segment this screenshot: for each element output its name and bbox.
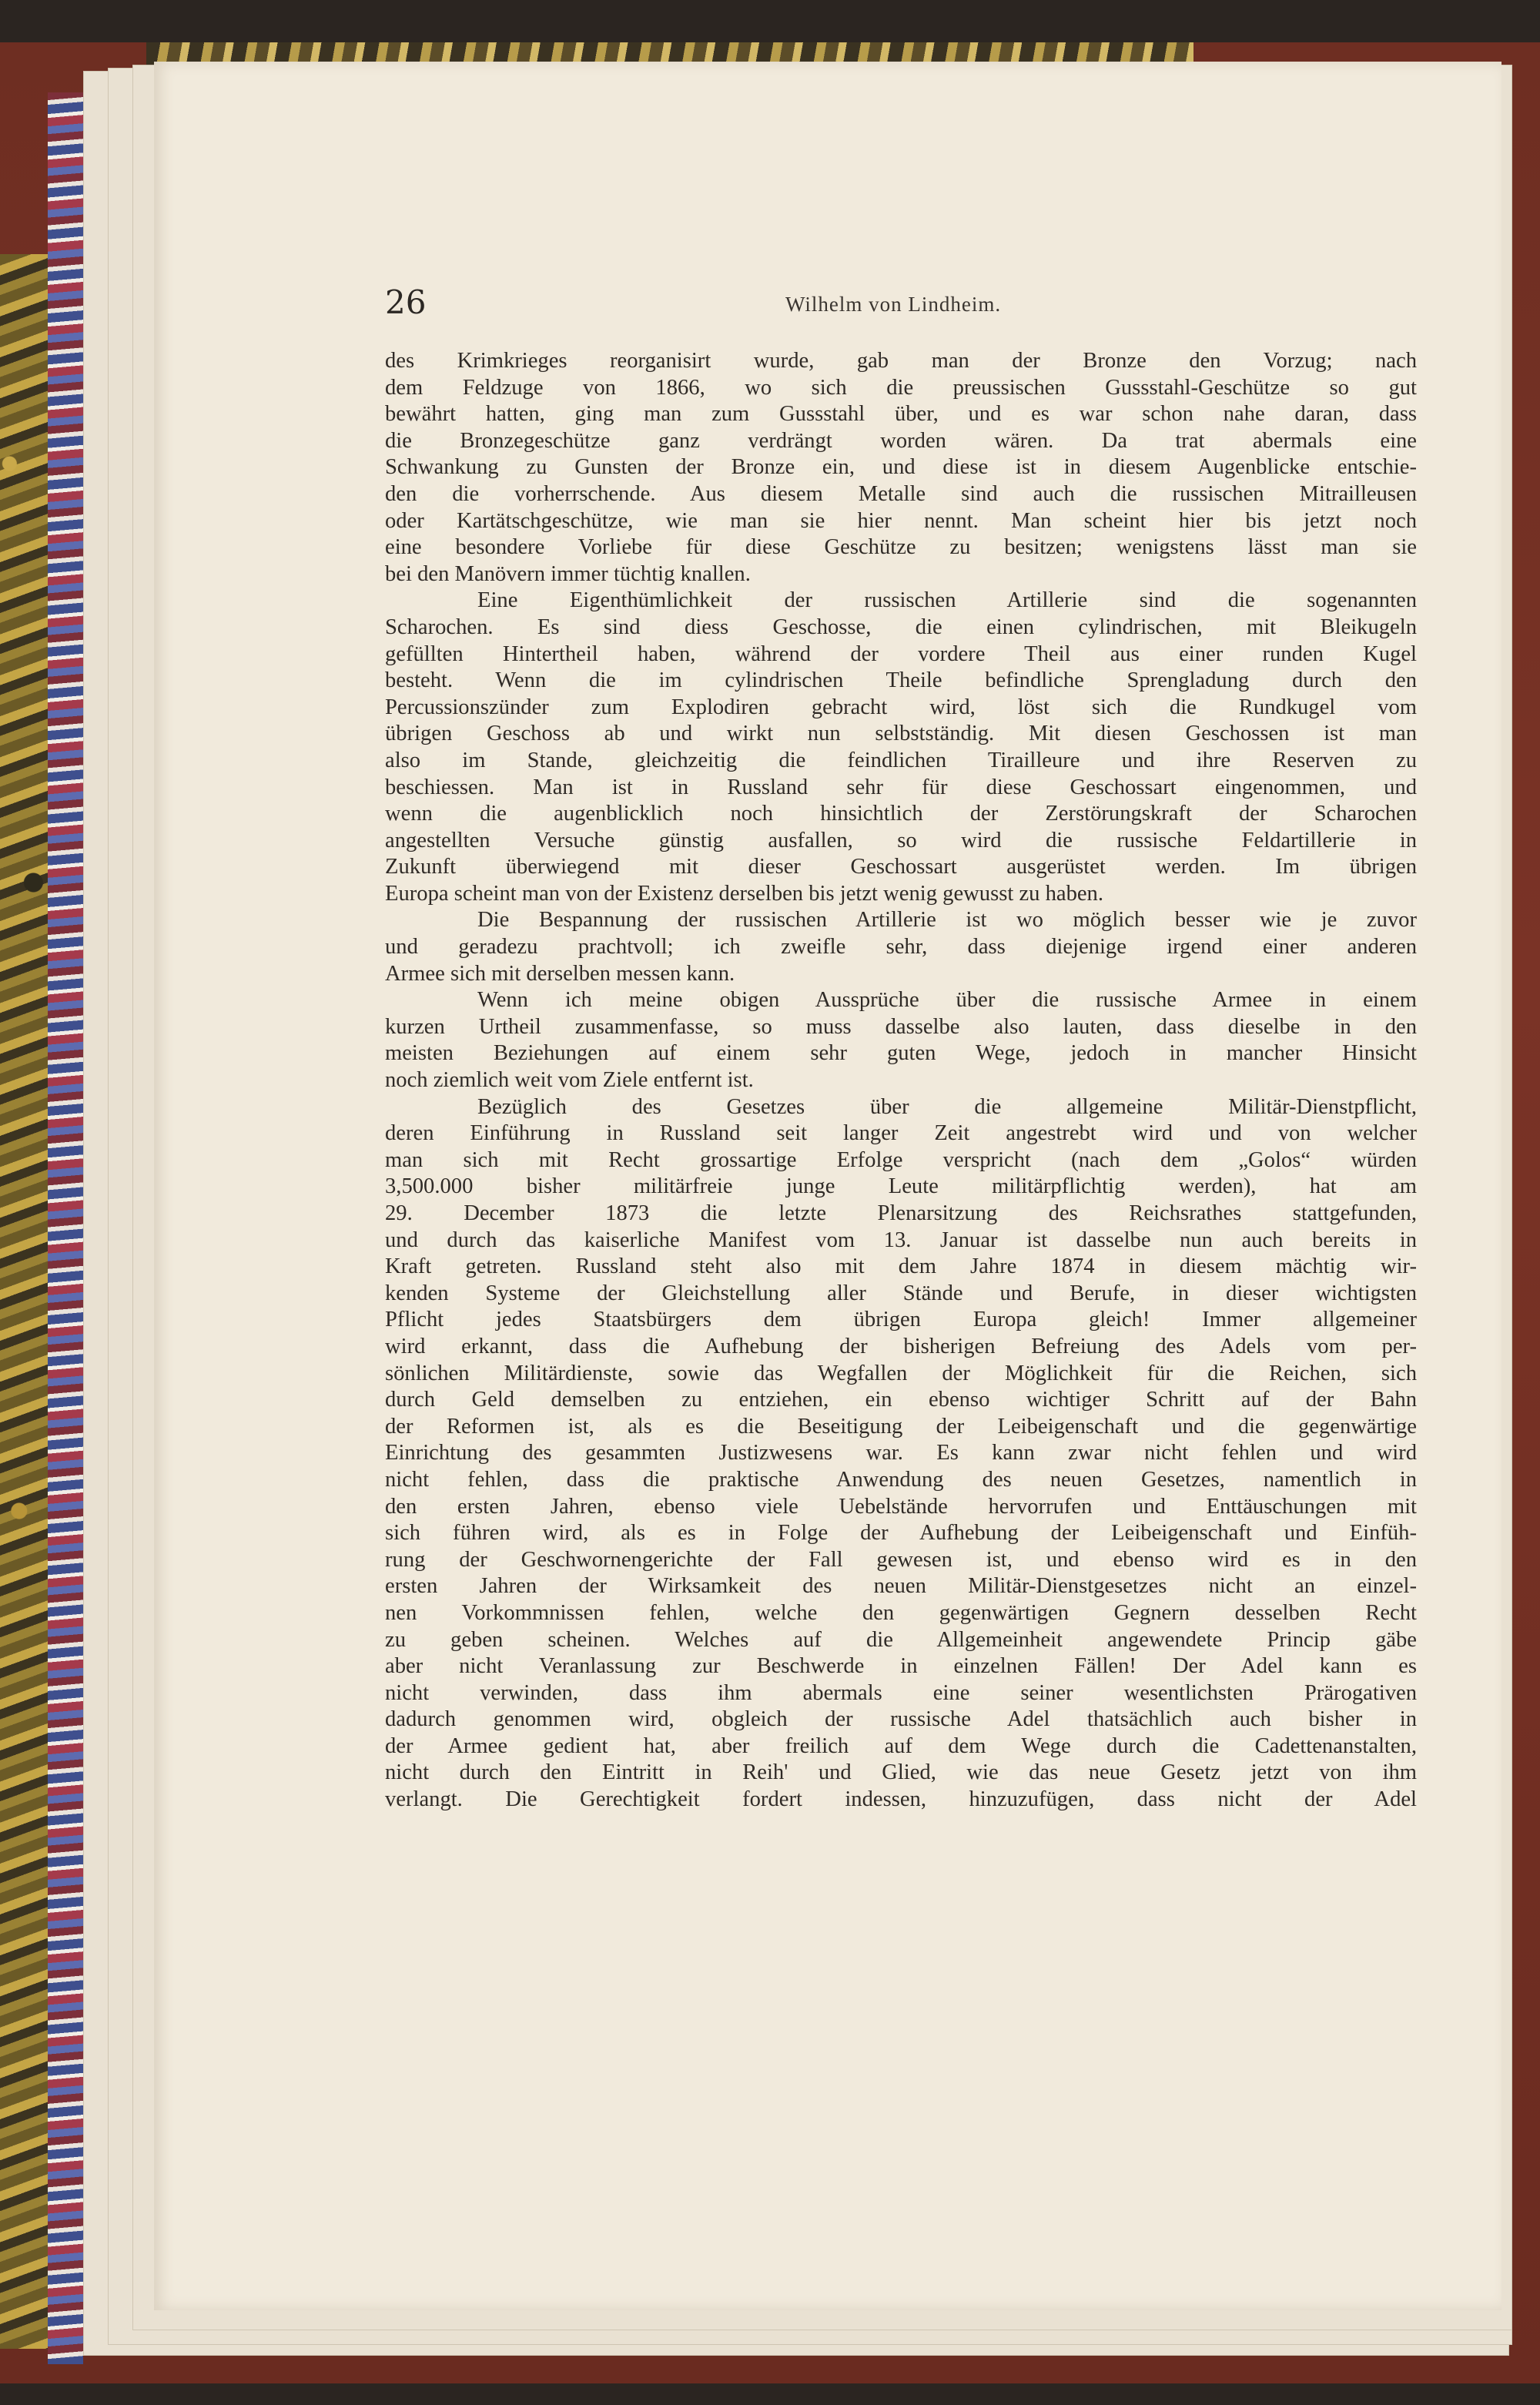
text-line: wird erkannt, dass die Aufhebung der bisherigen Befreiung des Adels vom per- (385, 1334, 1417, 1358)
text-line: sönlichen Militärdienste, sowie das Wegfallen der Möglichkeit für die Reichen, sich (385, 1361, 1417, 1385)
text-line: also im Stande, gleichzeitig die feindlichen Tirailleure und ihre Reserven zu (385, 748, 1417, 772)
text-line: bei den Manövern immer tüchtig knallen. (385, 561, 751, 586)
text-line: besteht. Wenn die im cylindrischen Theile befindliche Sprengladung durch den (385, 668, 1417, 693)
text-line: Bezüglich des Gesetzes über die allgemeine Militär-Dienstpflicht, (477, 1094, 1417, 1119)
text-line: und geradezu prachtvoll; ich zweifle sehr, dass diejenige irgend einer anderen (385, 935, 1417, 960)
text-line: Percussionszünder zum Explodiren gebracht wird, löst sich die Rundkugel vom (385, 695, 1417, 719)
text-line: durch Geld demselben zu entziehen, ein ebenso wichtiger Schritt auf der Bahn (385, 1388, 1417, 1412)
text-line: nicht verwinden, dass ihm abermals eine seiner wesentlichsten Prärogativen (385, 1680, 1417, 1705)
text-line: nicht fehlen, dass die praktische Anwendung des neuen Gesetzes, namentlich in (385, 1467, 1417, 1492)
text-line: sich führen wird, als es in Folge der Aufhebung der Leibeigenschaft und Einfüh- (385, 1521, 1417, 1546)
text-line: kurzen Urtheil zusammenfasse, so muss dasselbe also lauten, dass dieselbe in den (385, 1014, 1417, 1039)
text-line: 29. December 1873 die letzte Plenarsitzung des Reichsrathes stattgefunden, (385, 1201, 1417, 1225)
text-line: Pflicht jedes Staatsbürgers dem übrigen Europa gleich! Immer allgemeiner (385, 1308, 1417, 1332)
running-head: Wilhelm von Lindheim. (785, 293, 1002, 316)
text-line: dem Feldzuge von 1866, wo sich die preussischen Gussstahl-Geschütze so gut (385, 375, 1417, 400)
text-line: Zukunft überwiegend mit dieser Geschossart ausgerüstet werden. Im übrigen (385, 855, 1417, 879)
page-header (385, 283, 1417, 322)
text-line: aber nicht Veranlassung zur Beschwerde in einzelnen Fällen! Der Adel kann es (385, 1654, 1417, 1679)
text-line: oder Kartätschgeschütze, wie man sie hier nennt. Man scheint hier bis jetzt noch (385, 508, 1417, 533)
text-line: Scharochen. Es sind diess Geschosse, die einen cylindrischen, mit Bleikugeln (385, 615, 1417, 639)
text-line: ersten Jahren der Wirksamkeit des neuen Militär-Dienstgesetzes nicht an einzel- (385, 1574, 1417, 1599)
marbled-page-edge (48, 92, 83, 2364)
text-line: bewährt hatten, ging man zum Gussstahl über, und es war schon nahe daran, dass (385, 402, 1417, 427)
text-line: Kraft getreten. Russland steht also mit dem Jahre 1874 in diesem mächtig wir- (385, 1254, 1417, 1279)
text-line: 3,500.000 bisher militärfreie junge Leute militärpflichtig werden), hat am (385, 1174, 1417, 1199)
text-line: gefüllten Hintertheil haben, während der vordere Theil aus einer runden Kugel (385, 641, 1417, 666)
text-line: rung der Geschwornengerichte der Fall gewesen ist, und ebenso wird es in den (385, 1547, 1417, 1572)
text-line: des Krimkrieges reorganisirt wurde, gab man der Bronze den Vorzug; nach (385, 349, 1417, 373)
text-line: der Armee gedient hat, aber freilich auf dem Wege durch die Cadettenanstalten, (385, 1733, 1417, 1758)
text-line: wenn die augenblicklich noch hinsichtlich der Zerstörungskraft der Scharochen (385, 802, 1417, 826)
text-line: verlangt. Die Gerechtigkeit fordert indessen, hinzuzufügen, dass nicht der Adel (385, 1787, 1417, 1812)
text-line: nicht durch den Eintritt in Reih' und Glied, wie das neue Gesetz jetzt von ihm (385, 1760, 1417, 1785)
text-line: Einrichtung des gesammten Justizwesens war. Es kann zwar nicht fehlen und wird (385, 1441, 1417, 1465)
text-line: der Reformen ist, als es die Beseitigung der Leibeigenschaft und die gegenwärtige (385, 1414, 1417, 1439)
text-line: und durch das kaiserliche Manifest vom 13. Januar ist dasselbe nun auch bereits in (385, 1228, 1417, 1252)
text-line: angestellten Versuche günstig ausfallen, so wird die russische Feldartillerie in (385, 828, 1417, 852)
text-line: man sich mit Recht grossartige Erfolge verspricht (nach dem „Golos“ würden (385, 1147, 1417, 1172)
text-line: die Bronzegeschütze ganz verdrängt worden wären. Da trat abermals eine (385, 428, 1417, 453)
text-line: Eine Eigenthümlichkeit der russischen Artillerie sind die sogenannten (477, 588, 1417, 613)
text-line: meisten Beziehungen auf einem sehr guten Wege, jedoch in mancher Hinsicht (385, 1041, 1417, 1066)
text-line: den die vorherrschende. Aus diesem Metalle sind auch die russischen Mitrailleusen (385, 481, 1417, 506)
text-line: Wenn ich meine obigen Aussprüche über die russische Armee in einem (477, 988, 1417, 1013)
page-number: 26 (385, 283, 427, 321)
text-line: dadurch genommen wird, obgleich der russische Adel thatsächlich auch bisher in (385, 1707, 1417, 1732)
text-line: Europa scheint man von der Existenz derselben bis jetzt wenig gewusst zu haben. (385, 881, 1103, 906)
text-line: eine besondere Vorliebe für diese Geschütze zu besitzen; wenigstens lässt man sie (385, 535, 1417, 560)
text-line: noch ziemlich weit vom Ziele entfernt ist. (385, 1068, 754, 1093)
text-line: zu geben scheinen. Welches auf die Allgemeinheit angewendete Princip gäbe (385, 1627, 1417, 1652)
text-line: beschiessen. Man ist in Russland sehr für diese Geschossart eingenommen, und (385, 775, 1417, 799)
text-line: Die Bespannung der russischen Artillerie ist wo möglich besser wie je zuvor (477, 908, 1417, 933)
text-line: deren Einführung in Russland seit langer Zeit angestrebt wird und von welcher (385, 1121, 1417, 1146)
text-line: den ersten Jahren, ebenso viele Uebelstände hervorrufen und Enttäuschungen mit (385, 1494, 1417, 1519)
marbled-endpaper-left (0, 254, 48, 2349)
text-line: Armee sich mit derselben messen kann. (385, 961, 735, 986)
text-line: nen Vorkommnissen fehlen, welche den gegenwärtigen Gegnern desselben Recht (385, 1600, 1417, 1625)
body-text (385, 348, 1417, 1814)
text-line: Schwankung zu Gunsten der Bronze ein, und diese ist in diesem Augenblicke entschie- (385, 455, 1417, 480)
text-line: übrigen Geschoss ab und wirkt nun selbstständig. Mit diesen Geschossen ist man (385, 722, 1417, 746)
text-line: kenden Systeme der Gleichstellung aller Stände und Berufe, in dieser wichtigsten (385, 1281, 1417, 1305)
